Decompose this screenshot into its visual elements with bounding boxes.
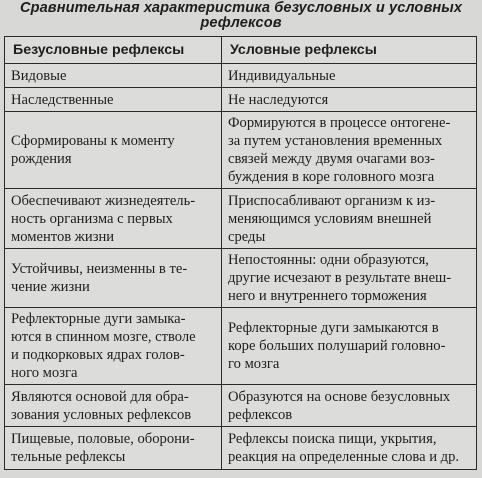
cell-conditioned: Индивидуальные	[222, 64, 477, 88]
cell-unconditioned: Видовые	[5, 64, 222, 88]
table-row	[5, 385, 477, 427]
cell-unconditioned: Сформированы к моменту рождения	[5, 112, 222, 189]
title-line-1: Сравнительная характеристика безусловных и условных	[19, 0, 463, 16]
cell-unconditioned: Рефлекторные дуги замыка- ются в спинном мозге, стволе и подкорковых ядрах голов- ного мозга	[5, 308, 222, 385]
table-header-row	[5, 37, 477, 64]
table-row	[5, 64, 477, 88]
cell-unconditioned: Наследственные	[5, 88, 222, 112]
cell-unconditioned: Являются основой для обра- зования условных рефлексов	[5, 385, 222, 427]
cell-unconditioned: Обеспечивают жизнедеятель- ность организма с первых моментов жизни	[5, 189, 222, 249]
table-row	[5, 189, 477, 249]
cell-unconditioned: Пищевые, половые, оборони- тельные рефлексы	[5, 427, 222, 470]
cell-conditioned: Приспосабливают организм к из- меняющимся условиям внешней среды	[222, 189, 477, 249]
page-title	[0, 1, 482, 31]
cell-conditioned: Образуются на основе безусловных рефлексов	[222, 385, 477, 427]
cell-conditioned: Формируются в процессе онтогене- за путем установления временных связей между двумя очагами воз- буждения в коре головного мозга	[222, 112, 477, 189]
cell-conditioned: Рефлекторные дуги замыкаются в коре больших полушарий головно- го мозга	[222, 308, 477, 385]
cell-conditioned: Не наследуются	[222, 88, 477, 112]
comparison-table	[4, 36, 477, 470]
cell-conditioned: Рефлексы поиска пищи, укрытия, реакция на определенные слова и др.	[222, 427, 477, 470]
table-row	[5, 427, 477, 470]
header-conditioned: Условные рефлексы	[222, 37, 477, 64]
cell-unconditioned: Устойчивы, неизменны в те- чение жизни	[5, 249, 222, 308]
cell-conditioned: Непостоянны: одни образуются, другие исчезают в результате внеш- него и внутреннего торможения	[222, 249, 477, 308]
table-row	[5, 88, 477, 112]
table-row	[5, 112, 477, 189]
header-unconditioned: Безусловные рефлексы	[5, 37, 222, 64]
table-row	[5, 249, 477, 308]
table-row	[5, 308, 477, 385]
title-line-2: рефлексов	[200, 15, 282, 31]
